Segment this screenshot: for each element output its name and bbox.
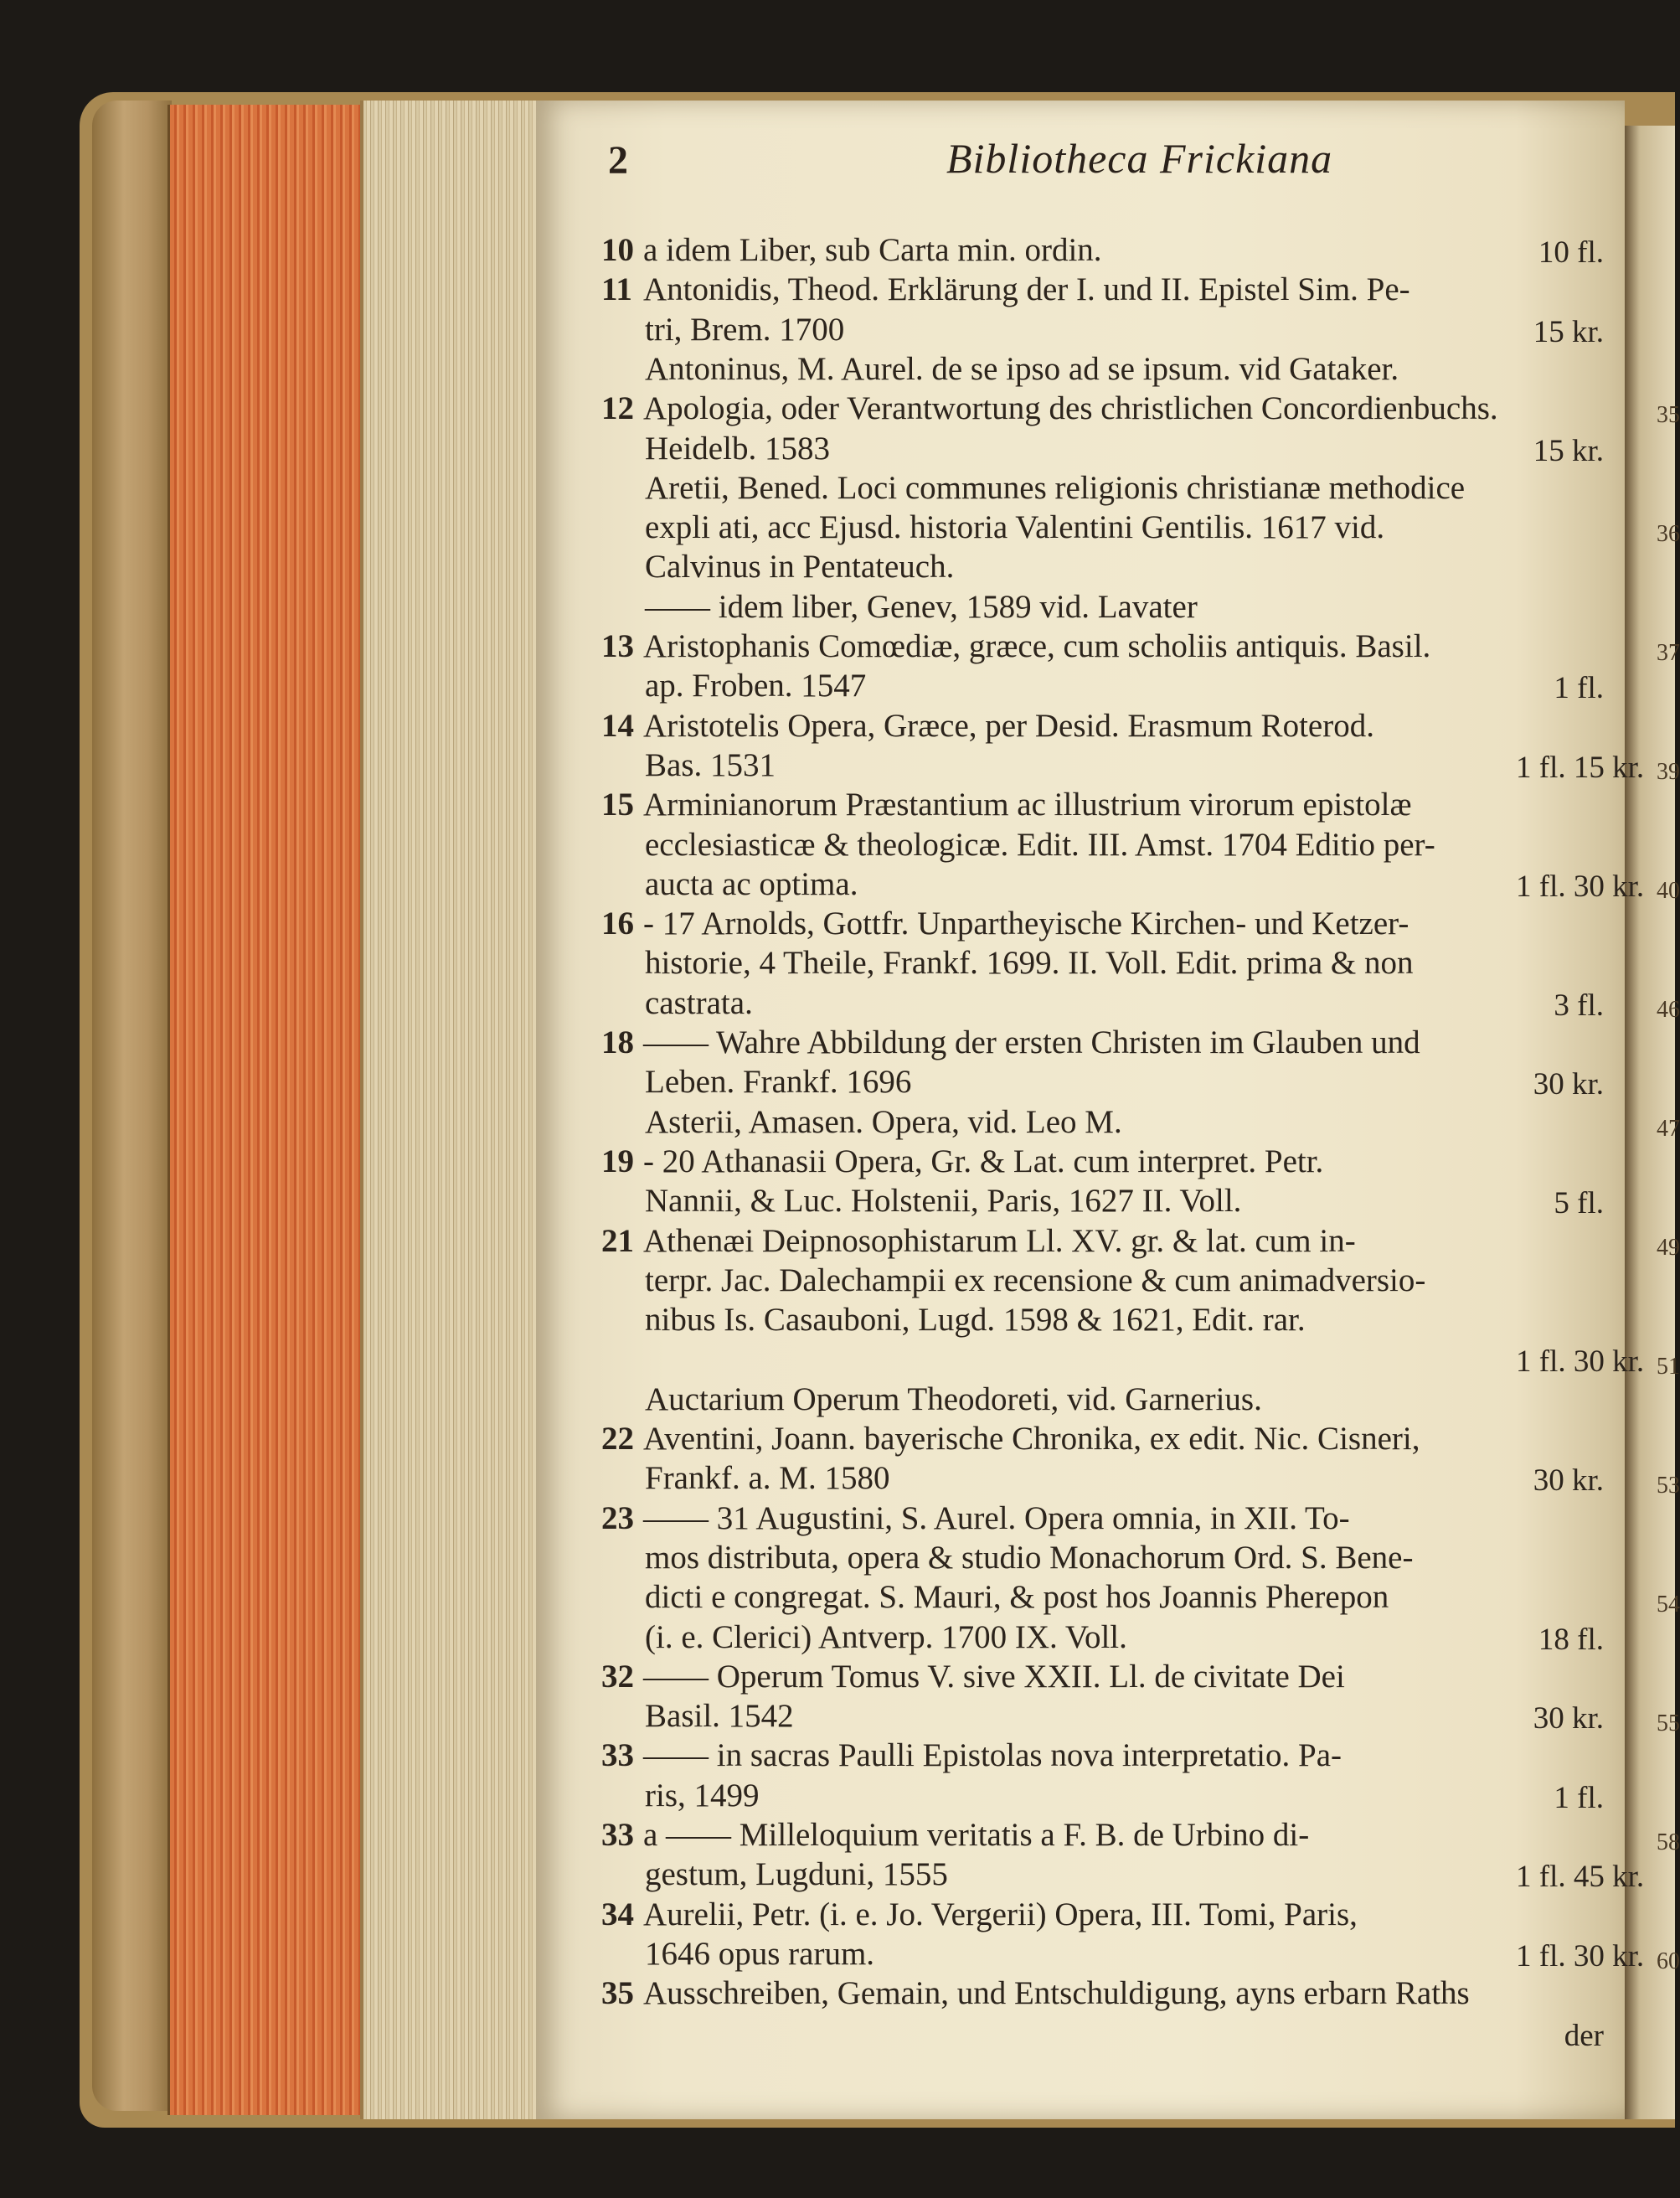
entry-price: 5 fl. [1554, 1186, 1604, 1221]
catalogue-line [645, 1262, 1425, 1300]
catalogue-line [645, 1182, 1241, 1220]
entry-text: Aristotelis Opera, Græce, per Desid. Erasmum Roterod. [643, 707, 1374, 744]
catalogue-line [645, 1697, 794, 1736]
entry-price: 1 fl. 30 kr. [1516, 869, 1645, 904]
entry-price: 1 fl. 45 kr. [1516, 1860, 1645, 1895]
catalogue-line [645, 1063, 911, 1102]
entry-number: 13 [601, 628, 634, 664]
facing-page-number: 60 [1657, 1948, 1680, 1974]
entry-number: 10 [601, 232, 634, 268]
entry-price: 15 kr. [1533, 314, 1604, 349]
entry-number: 21 [601, 1222, 634, 1259]
entry-text: nibus Is. Casauboni, Lugd. 1598 & 1621, Edit. rar. [645, 1302, 1306, 1339]
entry-text: Aurelii, Petr. (i. e. Jo. Vergerii) Opera, III. Tomi, Paris, [643, 1896, 1358, 1932]
entry-text: ris, 1499 [645, 1777, 760, 1814]
catalogue-line [601, 271, 1410, 309]
facing-page-number: 40 [1657, 878, 1680, 904]
catalogue-line [645, 588, 1198, 627]
entry-price: 1 fl. [1554, 671, 1604, 706]
entry-number: 32 [601, 1658, 634, 1695]
entry-price: 3 fl. [1554, 988, 1604, 1023]
entry-text: (i. e. Clerici) Antverp. 1700 IX. Voll. [645, 1618, 1127, 1655]
entry-number: 23 [601, 1499, 634, 1536]
catalogue-line [645, 430, 830, 468]
facing-page-number: 36 [1657, 521, 1680, 547]
running-title: Bibliotheca Frickiana [946, 135, 1333, 182]
entry-text: Calvinus in Pentateuch. [645, 549, 955, 586]
catalogue-line [645, 826, 1435, 864]
entry-text: dicti e congregat. S. Mauri, & post hos Joannis Pherepon [645, 1579, 1389, 1616]
catalogue-line [601, 1143, 1323, 1181]
catalogue-line [601, 231, 1102, 270]
entry-text: Ausschreiben, Gemain, und Entschuldigung, ayns erbarn Raths [643, 1975, 1470, 2012]
catalogue-line [645, 1935, 874, 1974]
catalogue-line [601, 1222, 1356, 1261]
facing-page-number: 47 [1657, 1116, 1680, 1142]
facing-page-number: 39 [1657, 759, 1680, 785]
entry-number: 34 [601, 1896, 634, 1932]
entry-price: der [1564, 2018, 1604, 2053]
entry-text: gestum, Lugduni, 1555 [645, 1856, 948, 1893]
entry-text: Basil. 1542 [645, 1698, 794, 1735]
entry-text: Heidelb. 1583 [645, 430, 830, 467]
facing-page-number: 55 [1657, 1710, 1680, 1736]
catalogue-line [601, 786, 1412, 824]
catalogue-line [645, 1301, 1306, 1339]
entry-number: 15 [601, 787, 634, 823]
entry-text: Nannii, & Luc. Holstenii, Paris, 1627 II. Voll. [645, 1183, 1242, 1220]
entry-text: Athenæi Deipnosophistarum Ll. XV. gr. & lat. cum in- [643, 1222, 1356, 1259]
entry-price: 30 kr. [1533, 1463, 1604, 1499]
entry-text: - 20 Athanasii Opera, Gr. & Lat. cum interpret. Petr. [643, 1143, 1324, 1179]
entry-number: 33 [601, 1737, 634, 1774]
entry-text: ecclesiasticæ & theologicæ. Edit. III. Amst. 1704 Editio per- [645, 826, 1435, 863]
catalogue-line [601, 1736, 1342, 1775]
entry-text: Bas. 1531 [645, 746, 776, 783]
facing-page-number: 53 [1657, 1473, 1680, 1499]
catalogue-line [645, 548, 954, 586]
catalogue-line [645, 469, 1465, 508]
entry-price: 1 fl. 15 kr. [1516, 750, 1645, 785]
entry-text: —— Operum Tomus V. sive XXII. Ll. de civitate Dei [643, 1658, 1345, 1695]
entry-number: 12 [601, 390, 634, 427]
facing-page-number: 35 [1657, 402, 1680, 428]
entry-number: 14 [601, 707, 634, 744]
entry-text: Antonidis, Theod. Erklärung der I. und II. Epistel Sim. Pe- [643, 271, 1410, 308]
facing-page-number: 49 [1657, 1235, 1680, 1261]
entry-text: —— in sacras Paulli Epistolas nova interpretatio. Pa- [643, 1737, 1342, 1774]
entry-text: Antoninus, M. Aurel. de se ipso ad se ipsum. vid Gataker. [645, 350, 1399, 387]
entry-number: 11 [601, 271, 632, 308]
page-number: 2 [608, 138, 628, 183]
entry-number: 16 [601, 906, 634, 942]
catalogue-line [645, 865, 858, 904]
entry-text: expli ati, acc Ejusd. historia Valentini Gentilis. 1617 vid. [645, 509, 1385, 546]
catalogue-line [601, 905, 1409, 943]
catalogue-line [645, 1777, 760, 1815]
catalogue-line [645, 1459, 889, 1498]
catalogue-line [645, 311, 844, 349]
entry-text: a idem Liber, sub Carta min. ordin. [643, 232, 1102, 268]
catalogue-line [601, 627, 1430, 666]
catalogue-line [645, 350, 1399, 389]
catalogue-line [601, 1024, 1420, 1062]
entry-text: a —— Milleloquium veritatis a F. B. de Urbino di- [643, 1817, 1310, 1853]
entry-text: Aristophanis Comœdiæ, græce, cum scholiis antiquis. Basil. [643, 628, 1431, 664]
entry-text: Aventini, Joann. bayerische Chronika, ex edit. Nic. Cisneri, [643, 1421, 1420, 1457]
entry-price: 18 fl. [1538, 1622, 1604, 1657]
entry-price: 15 kr. [1533, 433, 1604, 468]
entry-price: 1 fl. 30 kr. [1516, 1344, 1645, 1380]
catalogue-line [645, 1103, 1122, 1142]
entry-text: Asterii, Amasen. Opera, vid. Leo M. [645, 1103, 1122, 1140]
entry-text: terpr. Jac. Dalechampii ex recensione & cum animadversio- [645, 1262, 1426, 1298]
catalogue-line [645, 1380, 1262, 1419]
entry-text: —— 31 Augustini, S. Aurel. Opera omnia, in XII. To- [643, 1499, 1350, 1536]
catalogue-line [601, 1658, 1345, 1696]
catalogue-line [645, 667, 866, 705]
catalogue-line [645, 984, 753, 1023]
entry-text: castrata. [645, 984, 753, 1021]
entry-number: 19 [601, 1143, 634, 1179]
catalogue-line [645, 944, 1414, 983]
entry-text: Apologia, oder Verantwortung des christlichen Concordienbuchs. [643, 390, 1498, 427]
entry-text: —— Wahre Abbildung der ersten Christen im Glauben und [643, 1024, 1420, 1060]
catalogue-line [601, 1816, 1309, 1855]
entry-number: 18 [601, 1024, 634, 1060]
catalogue-line [601, 1499, 1350, 1538]
entry-text: Auctarium Operum Theodoreti, vid. Garnerius. [645, 1380, 1262, 1417]
facing-page-number: 54 [1657, 1592, 1680, 1618]
catalogue-line [601, 390, 1498, 428]
catalogue-line [645, 1618, 1127, 1657]
entry-text: Aretii, Bened. Loci communes religionis christianæ methodice [645, 469, 1466, 506]
entry-text: Leben. Frankf. 1696 [645, 1064, 912, 1101]
catalogue-line [601, 1896, 1358, 1934]
facing-page-number: 51 [1657, 1354, 1680, 1380]
entry-text: ap. Froben. 1547 [645, 668, 867, 704]
catalogue-line [645, 508, 1384, 547]
catalogue-line [601, 707, 1374, 746]
entry-price: 30 kr. [1533, 1067, 1604, 1102]
entry-text: Arminianorum Præstantium ac illustrium virorum epistolæ [643, 787, 1412, 823]
entry-number: 22 [601, 1421, 634, 1457]
catalogue-line [645, 1578, 1389, 1617]
facing-page-number: 58 [1657, 1829, 1680, 1855]
entry-number: 35 [601, 1975, 634, 2012]
catalogue-line [645, 1855, 948, 1894]
entry-text: tri, Brem. 1700 [645, 311, 845, 348]
facing-page-number: 46 [1657, 997, 1680, 1023]
catalogue-line [645, 1539, 1413, 1577]
entry-text: aucta ac optima. [645, 865, 858, 902]
entry-text: 1646 opus rarum. [645, 1935, 875, 1972]
entry-text: —— idem liber, Genev, 1589 vid. Lavater [645, 588, 1198, 625]
catalogue-line [601, 1974, 1470, 2013]
entry-price: 30 kr. [1533, 1701, 1604, 1736]
entry-price: 10 fl. [1538, 235, 1604, 270]
entry-price: 1 fl. 30 kr. [1516, 1938, 1645, 1974]
entry-text: historie, 4 Theile, Frankf. 1699. II. Voll. Edit. prima & non [645, 945, 1414, 982]
entry-text: Frankf. a. M. 1580 [645, 1460, 890, 1497]
entry-text: mos distributa, opera & studio Monachorum Ord. S. Bene- [645, 1539, 1414, 1576]
entry-number: 33 [601, 1817, 634, 1853]
facing-page-number: 37 [1657, 640, 1680, 666]
catalogue-line [601, 1420, 1420, 1458]
catalogue-line [645, 746, 776, 785]
entry-text: - 17 Arnolds, Gottfr. Unpartheyische Kirchen- und Ketzer- [643, 906, 1409, 942]
entry-price: 1 fl. [1554, 1780, 1604, 1815]
